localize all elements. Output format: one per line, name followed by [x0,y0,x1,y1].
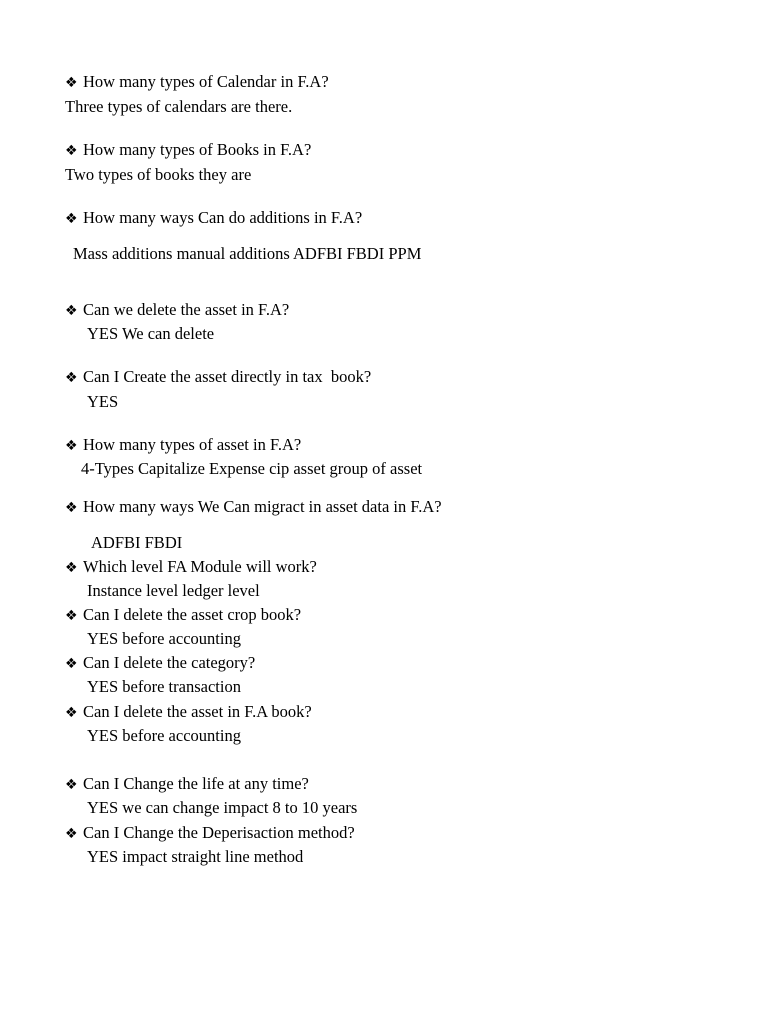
answer-text: YES we can change impact 8 to 10 years [87,798,358,817]
answer-text: YES before transaction [87,677,241,696]
answer-text: YES before accounting [87,629,241,648]
answer-text: Two types of books they are [65,165,252,184]
diamond-bullet-icon: ❖ [65,75,78,91]
question-text: How many types of Calendar in F.A? [83,72,329,91]
question-text: Can we delete the asset in F.A? [83,300,290,319]
question-item [65,435,301,456]
question-item [65,497,442,518]
question-text: Can I Change the Deperisaction method? [83,823,355,842]
diamond-bullet-icon: ❖ [65,560,78,576]
question-text: How many ways We Can migract in asset data in F.A? [83,497,442,516]
diamond-bullet-icon: ❖ [65,826,78,842]
diamond-bullet-icon: ❖ [65,303,78,319]
question-text: How many types of asset in F.A? [83,435,302,454]
answer-text: YES before accounting [87,726,241,745]
question-text: How many types of Books in F.A? [83,140,312,159]
answer-text: Instance level ledger level [87,581,260,600]
question-text: How many ways Can do additions in F.A? [83,208,363,227]
question-text: Can I delete the asset crop book? [83,605,302,624]
question-item [65,367,371,388]
diamond-bullet-icon: ❖ [65,705,78,721]
question-item [65,702,312,723]
diamond-bullet-icon: ❖ [65,656,78,672]
question-item [65,208,362,229]
question-text: Which level FA Module will work? [83,557,317,576]
answer-text: 4-Types Capitalize Expense cip asset group of asset [81,459,423,478]
question-text: Can I Create the asset directly in tax book? [83,367,372,386]
question-item [65,72,329,93]
diamond-bullet-icon: ❖ [65,500,78,516]
question-item [65,300,289,321]
question-item [65,140,311,161]
diamond-bullet-icon: ❖ [65,211,78,227]
question-item [65,605,301,626]
diamond-bullet-icon: ❖ [65,438,78,454]
answer-text: YES We can delete [87,324,215,343]
answer-text: YES [87,392,119,411]
answer-text: Three types of calendars are there. [65,97,293,116]
answer-text: Mass additions manual additions ADFBI FBDI PPM [73,244,422,263]
question-item [65,557,317,578]
diamond-bullet-icon: ❖ [65,777,78,793]
question-item [65,823,355,844]
diamond-bullet-icon: ❖ [65,608,78,624]
answer-text: ADFBI FBDI [91,533,183,552]
question-text: Can I delete the category? [83,653,256,672]
answer-text: YES impact straight line method [87,847,304,866]
question-text: Can I Change the life at any time? [83,774,309,793]
diamond-bullet-icon: ❖ [65,370,78,386]
diamond-bullet-icon: ❖ [65,143,78,159]
question-item [65,653,255,674]
question-text: Can I delete the asset in F.A book? [83,702,312,721]
question-item [65,774,309,795]
